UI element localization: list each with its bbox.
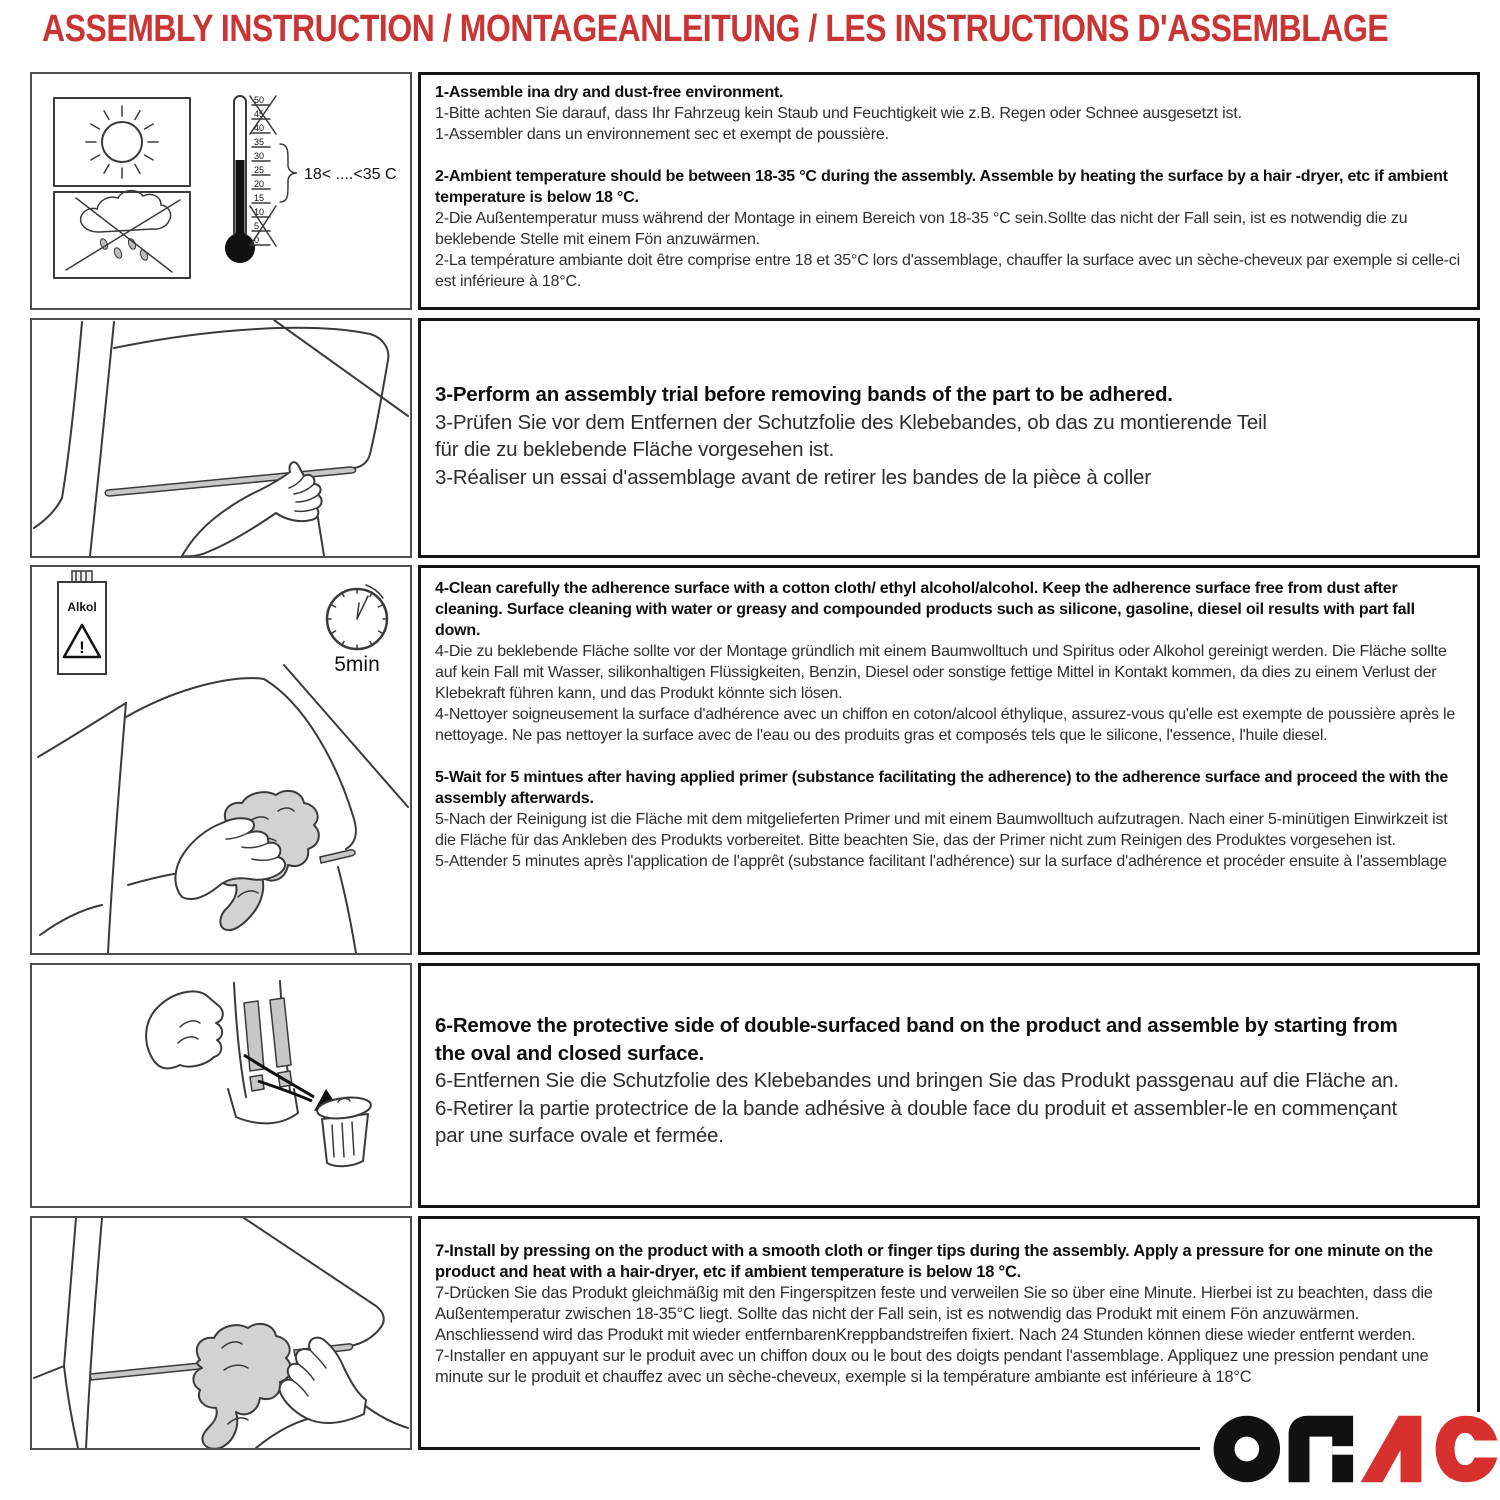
instruction-group-2 (435, 166, 1463, 292)
bottle-label: Alkol (67, 600, 97, 614)
range-brace (280, 144, 297, 202)
logo-om-black (1214, 1416, 1353, 1482)
illustration-trial-box (30, 318, 412, 558)
cleaning-illustration (32, 567, 410, 953)
step4-en: 4-Clean carefully the adherence surface with a cotton cloth/ ethyl alcohol/alcohol. Keep the adherence surface free from dust after cleaning. Surface cleaning with water or greasy and compounded products such as silicone, gasoline, diesel oil results with part fall down. (435, 580, 1415, 639)
illustration-clean-box (30, 565, 412, 955)
cloth-pressing-hand (193, 1324, 366, 1448)
step3-fr: 3-Réaliser un essai d'assemblage avant de retirer les bandes de la pièce à coller (435, 465, 1151, 489)
illustration-climate-box (30, 72, 412, 310)
step6-de: 6-Entfernen Sie die Schutzfolie des Klebebandes und bringen Sie das Produkt passgenau auf die Fläche an. (435, 1069, 1399, 1092)
illustration-press-box (30, 1216, 412, 1450)
step4-fr: 4-Nettoyer soigneusement la surface d'adhérence avec un chiffon en coton/alcool éthylique, assurez-vous qu'elle est exempte de poussière après le nettoyage. Ne pas nettoyer la surface avec de l'eau ou des produits gras et composés tels que le silicone, l'essence, l'huile diesel. (435, 706, 1456, 744)
omac-logo (1210, 1412, 1500, 1486)
step-text-box-2 (418, 318, 1480, 558)
trim-strip-left (90, 1363, 205, 1380)
instruction-group-5 (435, 767, 1463, 872)
svg-text:25: 25 (254, 165, 265, 175)
svg-text:40: 40 (254, 123, 265, 133)
trash-can-icon (316, 1095, 372, 1166)
warning-exclamation: ! (79, 638, 85, 657)
alcohol-bottle-icon (58, 571, 106, 674)
step7-en: 7-Install by pressing on the product with a smooth cloth or finger tips during the assembly. Apply a pressure for one minute on the product and heat with a hair-dryer, etc if ambient temperature is below 18 °C. (435, 1242, 1433, 1281)
step7-fr: 7-Installer en appuyant sur le produit avec un chiffon doux ou le bout des doigts pendant l'assemblage. Appliquez une pression pendant une minute sur le produit et chauffez avec un sèche-cheveux, exemple si la température ambiante est inférieure à 18°C (435, 1347, 1429, 1386)
page-title: ASSEMBLY INSTRUCTION / MONTAGEANLEITUNG / LES INSTRUCTIONS D'ASSEMBLAGE (42, 8, 1389, 50)
step6-en: 6-Remove the protective side of double-surfaced band on the product and assemble by starting from the oval and closed surface. (435, 1014, 1398, 1065)
step5-de: 5-Nach der Reinigung ist die Fläche mit dem mitgelieferten Primer und mit einem Baumwolltuch aufzutragen. Nach einer 5-minütigen Einwirkzeit ist die Fläche für das Ankleben des Produkts vorbereitet. Bitte beachten Sie, das der Primer nicht zum Reinigen des Produktes vorgesehen ist. (435, 811, 1448, 849)
step3-en: 3-Perform an assembly trial before removing bands of the part to be adhered. (435, 383, 1173, 406)
step1-de: 1-Bitte achten Sie darauf, dass Ihr Fahrzeug kein Staub und Feuchtigkeit wie z.B. Regen oder Schnee ausgesetzt ist. (435, 105, 1242, 122)
trim-strip (320, 850, 355, 863)
logo-ac-red (1361, 1416, 1498, 1482)
clock-icon (327, 585, 388, 676)
step1-fr: 1-Assembler dans un environnement sec et exempt de poussière. (435, 126, 889, 143)
car-window-outline (38, 665, 408, 953)
step2-en: 2-Ambient temperature should be between 18-35 °C during the assembly. Assemble by heating the surface by a hair -dryer, etc if ambient temperature is below 18 °C. (435, 168, 1448, 206)
svg-text:35: 35 (254, 137, 265, 147)
illustration-band-box (30, 963, 412, 1208)
step2-de: 2-Die Außentemperatur muss während der Montage in einem Bereich von 18-35 °C sein.Sollte das nicht der Fall sein, ist es notwendig die zu beklebende Stelle mit einem Fön anzuwärmen. (435, 210, 1408, 248)
step2-fr: 2-La température ambiante doit être comprise entre 18 et 35°C lors d'assemblage, chauffer la surface avec un sèche-cheveux par exemple si celle-ci est inférieure à 18°C. (435, 252, 1460, 290)
step7-de: 7-Drücken Sie das Produkt gleichmäßig mit den Fingerspitzen feste und verweilen Sie so über eine Minute. Hierbei ist zu beachten, dass die Außentemperatur zwischen 18-35°C liegt. Sollte das nicht der Fall sein, ist es notwendig das Produkt mit einem Fön anzuwärmen. Anschliessend wird das Produkt mit wieder entfernbarenKreppbandstreifen fixiert. Nach 24 Stunden können diese wieder entfernt werden. (435, 1284, 1433, 1344)
instruction-group-4 (435, 578, 1463, 746)
svg-text:50: 50 (254, 95, 265, 105)
hand-peeling-icon (146, 991, 223, 1068)
svg-text:0: 0 (254, 235, 260, 245)
svg-text:45: 45 (254, 109, 265, 119)
svg-text:15: 15 (254, 193, 265, 203)
brand-logo (1200, 1412, 1500, 1486)
climate-illustration (32, 74, 410, 308)
thermometer-scale (254, 95, 264, 245)
instruction-group-1 (435, 82, 1463, 145)
svg-text:10: 10 (254, 207, 265, 217)
step6-fr: 6-Retirer la partie protectrice de la bande adhésive à double face du produit et assembler-le en commençant par une surface ovale et fermée. (435, 1096, 1398, 1147)
instruction-group-6 (435, 1012, 1463, 1150)
adhesive-band-strips (244, 998, 292, 1091)
svg-text:5: 5 (254, 221, 260, 231)
svg-text:30: 30 (254, 151, 265, 161)
step4-de: 4-Die zu beklebende Fläche sollte vor der Montage gründlich mit einem Baumwolltuch und Spiritus oder Alkohol gereinigt werden. Die Fläche sollte auf kein Fall mit Wasser, silikonhaltigen Flüssigkeiten, Benzin, Diesel oder sonstige fettige Mittel in Kontakt kommen, da dies zu einem Verlust der Klebekraft führen kann, und das Produkt könnte sich lösen. (435, 643, 1447, 702)
band-removal-illustration (32, 965, 410, 1206)
instruction-group-7 (435, 1241, 1463, 1388)
svg-text:20: 20 (254, 179, 265, 189)
assembly-trial-illustration (32, 320, 410, 556)
clock-duration-label: 5min (334, 653, 380, 676)
pressing-illustration (32, 1218, 410, 1448)
step5-fr: 5-Attender 5 minutes après l'application de l'apprêt (substance facilitant l'adhérence) sur la surface d'adhérence et procéder ensuite à l'assemblage (435, 853, 1447, 870)
temp-range-label: 18< ....<35 C (304, 166, 397, 183)
step3-de: 3-Prüfen Sie vor dem Entfernen der Schutzfolie des Klebebandes, ob das zu montierende Teil für die zu beklebende Fläche vorgesehen ist. (435, 410, 1267, 461)
step1-en: 1-Assemble ina dry and dust-free environment. (435, 84, 784, 101)
cloth-in-hand (175, 791, 318, 930)
step-text-box-4 (418, 963, 1480, 1208)
step-text-box-1 (418, 72, 1480, 310)
step5-en: 5-Wait for 5 mintues after having applied primer (substance facilitating the adherence) to the adherence surface and proceed the with the assembly afterwards. (435, 769, 1449, 807)
step-text-box-3 (418, 565, 1480, 955)
instruction-group-3 (435, 381, 1463, 491)
thermometer-icon (225, 95, 397, 263)
